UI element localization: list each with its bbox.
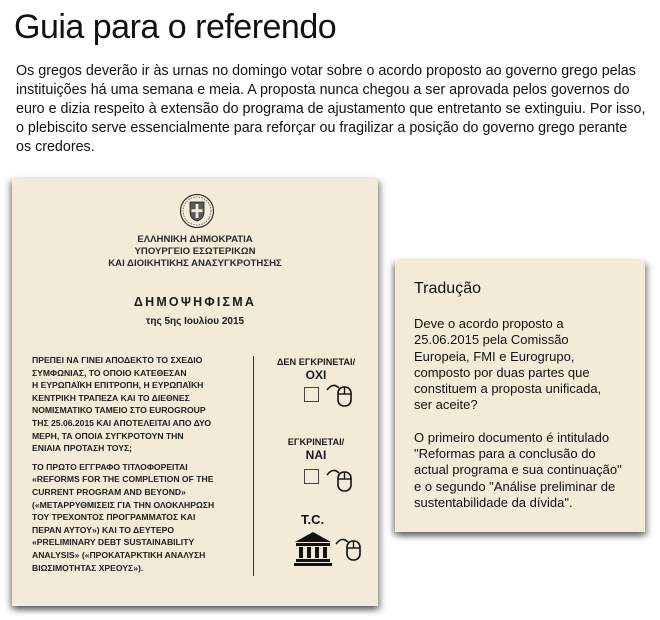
vote-no-checkbox[interactable] — [304, 387, 319, 402]
translation-panel — [395, 260, 645, 532]
question-line: ANALYSIS» («ΠΡΟΚΑΤΑΡΚΤΙΚΗ ΑΝΑΛΥΣΗ — [32, 549, 206, 560]
translation-line: actual programa e sua continuação" — [414, 462, 622, 478]
translation-line: constituem a proposta unificada, — [414, 381, 602, 397]
question-line: ΝΟΜΙΣΜΑΤΙΚΟ ΤΑΜΕΙΟ ΣΤΟ EUROGROUP — [32, 405, 206, 416]
vote-yes-checkbox[interactable] — [304, 469, 319, 484]
ballot-divider — [253, 356, 254, 576]
translation-line: O primeiro documento é intitulado — [414, 429, 610, 445]
question-line: ΜΕΡΗ, ΤΑ ΟΠΟΙΑ ΣΥΓΚΡΟΤΟΥΝ ΤΗΝ — [32, 430, 184, 441]
mouse-icon — [325, 380, 357, 408]
tc-label: T.C. — [301, 512, 325, 527]
option-no-label: ΔΕΝ ΕΓΚΡΙΝΕΤΑΙ/ ΟΧΙ — [276, 357, 356, 382]
header-line: ΕΛΛΗΝΙΚΗ ΔΗΜΟΚΡΑΤΙΑ — [137, 234, 253, 245]
bank-building-icon — [293, 530, 333, 566]
header-line: ΥΠΟΥΡΓΕΙΟ ΕΣΩΤΕΡΙΚΩΝ — [134, 246, 256, 257]
question-line: «REFORMS FOR THE COMPLETION OF THE — [32, 474, 214, 485]
ballot-question — [32, 354, 247, 574]
question-line: ΚΕΝΤΡΙΚΗ ΤΡΑΠΕΖΑ ΚΑΙ ΤΟ ΔΙΕΘΝΕΣ — [32, 392, 190, 403]
question-line: ΠΕΡΑΝ ΑΥΤΟΥ») ΚΑΙ ΤΟ ΔΕΥΤΕΡΟ — [32, 524, 175, 535]
question-line: («ΜΕΤΑΡΡΥΘΜΙΣΕΙΣ ΓΙΑ ΤΗΝ ΟΛΟΚΛΗΡΩΣΗ — [32, 499, 215, 510]
intro-paragraph: Os gregos deverão ir às urnas no domingo votar sobre o acordo proposto ao governo grego pelas instituições há uma semana e meia. A proposta nunca chegou a ser aprovada pelos governos do euro e dizia respeito à extensão do programa de ajustamento que entretanto se extinguiu. Por isso, o plebiscito serve essencialmente para reforçar ou fragilizar a posição do governo grego perante os credores. — [16, 63, 646, 155]
question-line: ΣΥΜΦΩΝΙΑΣ, ΤΟ ΟΠΟΙΟ ΚΑΤΕΘΕΣΑΝ — [32, 367, 187, 378]
header-line: ΚΑΙ ΔΙΟΙΚΗΤΙΚΗΣ ΑΝΑΣΥΓΚΡΟΤΗΣΗΣ — [108, 258, 282, 269]
option-yes-label: ΕΓΚΡΙΝΕΤΑΙ/ ΝΑΙ — [287, 437, 345, 462]
ballot-date: της 5ης Ιουλίου 2015 — [145, 316, 245, 327]
translation-line: Deve o acordo proposto a — [414, 316, 564, 331]
question-line: ΠΡΕΠΕΙ ΝΑ ΓΙΝΕΙ ΑΠΟΔΕΚΤΟ ΤΟ ΣΧΕΔΙΟ — [32, 355, 203, 365]
question-line: ΕΝΙΑΙΑ ΠΡΟΤΑΣΗ ΤΟΥΣ; — [32, 443, 132, 454]
translation-title: Tradução — [414, 280, 481, 297]
page-title: Guia para o referendo — [14, 8, 337, 46]
mouse-icon — [334, 534, 366, 562]
question-line: CURRENT PROGRAM AND BEYOND» — [32, 486, 186, 497]
translation-line: e o segundo "Análise preliminar de — [414, 478, 616, 494]
mouse-icon — [325, 465, 357, 493]
question-line: ΒΙΩΣΙΜΟΤΗΤΑΣ ΧΡΕΟΥΣ»). — [32, 562, 144, 573]
question-line: «PRELIMINARY DEBT SUSTAINABILITY — [32, 537, 195, 548]
translation-line: composto por duas partes que — [414, 364, 590, 380]
question-line: ΤΟ ΠΡΩΤΟ ΕΓΓΡΑΦΟ ΤΙΤΛΟΦΟΡΕΙΤΑΙ — [32, 461, 188, 472]
ballot-paper — [12, 178, 378, 606]
ballot-heading: ΔΗΜΟΨΗΦΙΣΜΑ — [133, 295, 257, 309]
greek-coat-of-arms-icon — [179, 193, 215, 229]
ballot-header — [12, 234, 378, 270]
translation-line: Europeia, FMI e Eurogrupo, — [414, 348, 575, 364]
question-line: ΤΟΥ ΤΡΕΧΟΝΤΟΣ ΠΡΟΓΡΑΜΜΑΤΟΣ ΚΑΙ — [32, 512, 196, 523]
translation-line: ser aceite? — [414, 397, 478, 413]
translation-body — [414, 316, 644, 511]
translation-line: "Reformas para a conclusão do — [414, 446, 596, 462]
question-line: ΤΗΣ 25.06.2015 ΚΑΙ ΑΠΟΤΕΛΕΙΤΑΙ ΑΠΟ ΔΥΟ — [32, 417, 212, 428]
question-line: Η ΕΥΡΩΠΑΪΚΗ ΕΠΙΤΡΟΠΗ, Η ΕΥΡΩΠΑΪΚΗ — [32, 380, 204, 391]
translation-line: sustentabilidade da dívida". — [414, 494, 573, 510]
translation-line: 25.06.2015 pela Comissão — [414, 332, 569, 348]
